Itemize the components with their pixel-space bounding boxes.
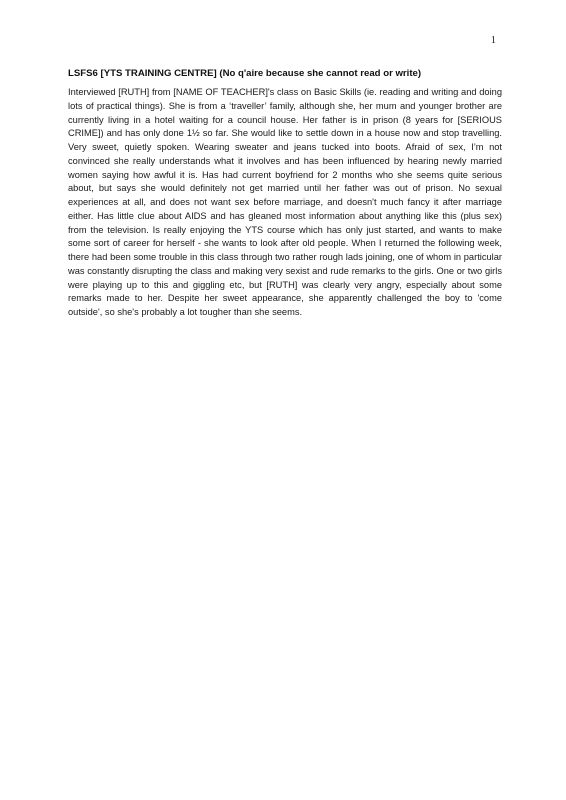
body-paragraph: Interviewed [RUTH] from [NAME OF TEACHER]'s class on Basic Skills (ie. reading and writing and doing lots of practical things). She is from a ‘traveller’ family, although she, her mum and younger brother are currently living in a hotel waiting for a council house. Her father is in prison (8 years for [SERIOUS CRIME]) and has only done 1½ so far. She would like to settle down in a house now and stop travelling. Very sweet, quietly spoken. Wearing sweater and jeans tucked into boots. Afraid of sex, I’m not convinced she really understands what it involves and has been influenced by hearing newly married women saying how awful it is. Has had current boyfriend for 2 months who she seems quite serious about, but says she would definitely not get married until her father was out of prison. No sexual experiences at all, and does not want sex before marriage, and doesn't much fancy it after marriage either. Has little clue about AIDS and has gleaned most information about anything like this (plus sex) from the television. Is really enjoying the YTS course which has only just started, and wants to make some sort of career for herself - she wants to look after old people. When I returned the following week, there had been some trouble in this class through two rather rough lads joining, one of whom in particular was constantly disrupting the class and making very sexist and rude remarks to the girls. One or two girls were playing up to this and giggling etc, but [RUTH] was clearly very angry, especially about some remarks made to her. Despite her sweet appearance, she apparently challenged the boy to 'come outside', so she's probably a lot tougher than she seems. xyxy=(68,87,502,317)
document-heading: LSFS6 [YTS TRAINING CENTRE] (No q'aire because she cannot read or write) xyxy=(68,68,422,79)
page-number: 1 xyxy=(490,35,496,46)
